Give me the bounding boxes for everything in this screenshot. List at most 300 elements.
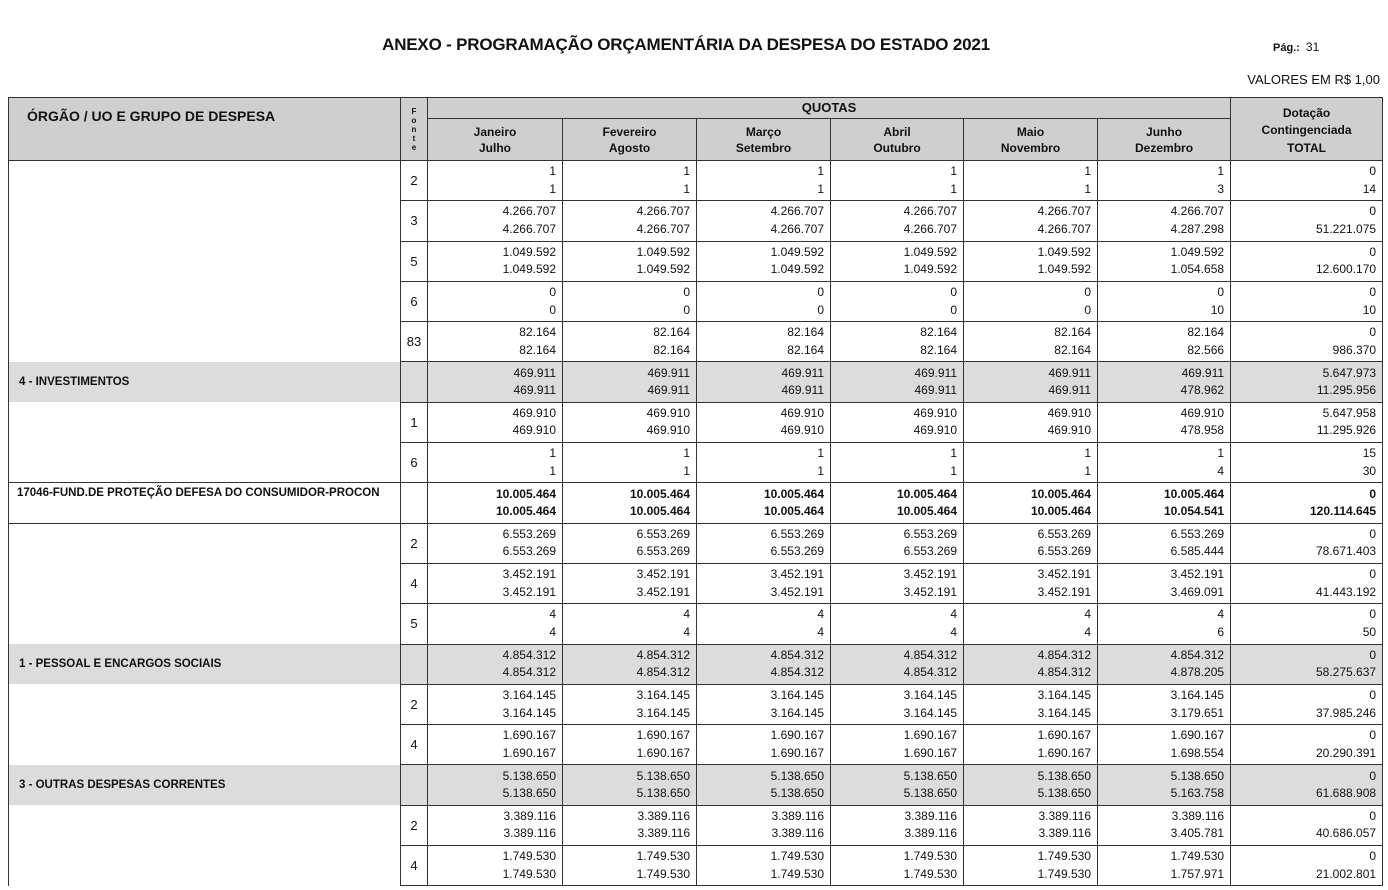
value-top: 469.911 [1181,365,1225,380]
value-top: 6.553.269 [502,526,556,541]
value-bottom: 3.405.781 [1170,826,1225,841]
value-bottom: 3.164.145 [1037,705,1091,720]
value-top: 1 [1084,164,1091,179]
value-bottom: 3.452.191 [636,584,690,599]
value-bottom: 4.854.312 [636,665,690,680]
quota-cell [428,846,563,886]
fonte-row [9,241,1383,281]
row-label [9,402,401,442]
quota-cell [697,241,831,281]
value-bottom: 6.553.269 [636,544,690,559]
column-header-quotas: QUOTAS [428,98,1231,119]
value-bottom: 4 [1084,624,1091,639]
value-top: 4 [683,607,690,622]
fonte-code: 1 [401,402,428,442]
fonte-code [401,483,428,523]
quota-cell [697,443,831,483]
value-top: 1 [1217,164,1225,179]
value-bottom: 0 [549,302,556,317]
value-bottom: 6.553.269 [502,544,556,559]
fonte-row [9,201,1383,241]
quota-cell [563,684,697,724]
document-title: ANEXO - PROGRAMAÇÃO ORÇAMENTÁRIA DA DESPESA DO ESTADO 2021 [382,35,990,54]
total-cell [1231,846,1383,886]
value-bottom: 0 [950,302,957,317]
value-bottom: 10.005.464 [1030,504,1091,519]
fonte-code: 5 [401,241,428,281]
quota-cell [563,604,697,644]
quota-cell [964,604,1098,644]
total-cell [1231,241,1383,281]
value-top: 0 [683,285,690,300]
quota-cell [697,725,831,765]
column-header-month [831,119,964,161]
quota-cell [1098,241,1231,281]
value-top: 0 [1369,768,1377,783]
value-bottom: 4.854.312 [903,665,957,680]
quota-cell [1098,644,1231,684]
quota-cell [697,604,831,644]
fonte-code: 6 [401,443,428,483]
value-bottom: 5.138.650 [502,786,556,801]
value-bottom: 0 [683,302,690,317]
row-label [9,846,401,886]
quota-cell [964,443,1098,483]
quota-cell [1098,362,1231,402]
value-bottom: 469.910 [512,423,556,438]
value-bottom: 5.163.758 [1170,786,1225,801]
value-top: 3.452.191 [1037,567,1091,582]
total-cell [1231,483,1383,523]
value-bottom: 0 [817,302,824,317]
row-label: 1 - PESSOAL E ENCARGOS SOCIAIS [9,644,401,684]
quota-cell [697,846,831,886]
total-cell [1231,765,1383,805]
value-top: 1 [549,164,556,179]
column-header-month [964,119,1098,161]
row-label [9,725,401,765]
quota-cell [428,281,563,321]
row-label: 4 - INVESTIMENTOS [9,362,401,402]
fonte-row [9,161,1383,201]
value-bottom: 469.911 [914,383,957,398]
value-top: 1.749.530 [636,849,690,864]
value-bottom: 82.164 [1054,342,1091,357]
quota-cell [563,805,697,845]
value-bottom: 469.911 [1048,383,1091,398]
value-top: 5.138.650 [636,768,690,783]
quota-cell [831,443,964,483]
value-bottom: 3.164.145 [636,705,690,720]
value-bottom: 82.566 [1187,342,1225,357]
value-bottom: 3.469.091 [1170,584,1225,599]
value-bottom: 1.749.530 [502,866,556,881]
value-top: 1.690.167 [1170,728,1225,743]
total-cell [1231,563,1383,603]
value-top: 3.452.191 [903,567,957,582]
quota-cell [697,201,831,241]
value-top: 3.389.116 [503,808,556,823]
quota-cell [697,402,831,442]
value-top: 1.049.592 [1170,244,1225,259]
quota-cell [563,725,697,765]
quota-cell [563,402,697,442]
row-label [9,604,401,644]
value-bottom: 6.585.444 [1170,544,1225,559]
fonte-row [9,322,1383,362]
value-bottom: 1 [549,463,556,478]
value-bottom: 469.910 [780,423,824,438]
quota-cell [563,765,697,805]
value-bottom: 6 [1217,624,1225,639]
value-bottom: 21.002.801 [1316,866,1377,881]
value-top: 1.749.530 [903,849,957,864]
value-bottom: 1.049.592 [770,262,824,277]
value-bottom: 20.290.391 [1316,745,1377,760]
value-top: 6.553.269 [1037,526,1091,541]
quota-cell [697,563,831,603]
value-top: 3.389.116 [1038,808,1091,823]
fonte-code [401,765,428,805]
value-bottom: 1 [817,463,824,478]
quota-cell [1098,322,1231,362]
value-bottom: 5.138.650 [1037,786,1091,801]
value-top: 5.138.650 [502,768,556,783]
value-bottom: 10.005.464 [763,504,824,519]
value-bottom: 3.389.116 [637,826,690,841]
column-header-orgao: ÓRGÃO / UO E GRUPO DE DESPESA [9,98,401,161]
quota-cell [831,523,964,563]
value-bottom: 986.370 [1332,342,1377,357]
total-cell [1231,443,1383,483]
value-top: 5.138.650 [1170,768,1225,783]
fonte-letter: F [411,106,417,116]
value-top: 4.854.312 [636,647,690,662]
value-bottom: 4.266.707 [636,221,690,236]
quota-cell [964,563,1098,603]
total-header-line: Dotação [1282,106,1331,120]
value-top: 4 [549,607,556,622]
row-label [9,241,401,281]
value-bottom: 0 [1084,302,1091,317]
value-bottom: 41.443.192 [1316,584,1377,599]
value-top: 4.854.312 [1037,647,1091,662]
quota-cell [428,443,563,483]
fonte-letter: n [411,124,417,134]
quota-cell [964,765,1098,805]
row-label [9,523,401,563]
value-bottom: 1 [683,463,690,478]
value-bottom: 11.295.926 [1316,423,1377,438]
value-top: 1.690.167 [1037,728,1091,743]
quota-cell [831,644,964,684]
value-top: 4.854.312 [502,647,556,662]
total-cell [1231,402,1383,442]
value-top: 3.452.191 [502,567,556,582]
column-header-month [1098,119,1231,161]
fonte-code: 6 [401,281,428,321]
value-top: 1 [683,446,690,461]
row-label [9,443,401,483]
value-top: 469.910 [646,405,690,420]
column-header-month [563,119,697,161]
quota-cell [428,523,563,563]
quota-cell [964,201,1098,241]
value-bottom: 3.452.191 [502,584,556,599]
quota-cell [1098,805,1231,845]
quota-cell [563,201,697,241]
quota-cell [428,362,563,402]
quota-cell [831,765,964,805]
quota-cell [563,241,697,281]
value-top: 0 [1369,164,1377,179]
value-top: 1.690.167 [502,728,556,743]
value-bottom: 50 [1362,624,1377,639]
quota-cell [831,402,964,442]
value-top: 469.911 [513,365,556,380]
value-bottom: 1 [950,463,957,478]
quota-cell [697,684,831,724]
organ-row [9,483,1383,523]
value-top: 4.266.707 [1170,204,1225,219]
value-top: 469.911 [647,365,690,380]
quota-cell [831,684,964,724]
value-top: 4.854.312 [903,647,957,662]
value-top: 1.690.167 [770,728,824,743]
row-label: 17046-FUND.DE PROTEÇÃO DEFESA DO CONSUMIDOR-PROCON [9,483,401,523]
value-top: 469.910 [1047,405,1091,420]
quota-cell [428,604,563,644]
value-top: 10.005.464 [896,486,957,501]
value-bottom: 12.600.170 [1316,262,1377,277]
fonte-code: 4 [401,846,428,886]
value-top: 5.138.650 [1037,768,1091,783]
budget-table [8,97,1383,886]
month-top: Fevereiro [602,124,657,139]
value-top: 5.138.650 [903,768,957,783]
quota-cell [831,604,964,644]
quota-cell [831,725,964,765]
fonte-code: 2 [401,161,428,201]
value-bottom: 1.749.530 [770,866,824,881]
value-bottom: 1.749.530 [636,866,690,881]
quota-cell [1098,483,1231,523]
value-top: 1.049.592 [636,244,690,259]
value-top: 469.911 [1048,365,1091,380]
quota-cell [563,322,697,362]
value-bottom: 5.138.650 [770,786,824,801]
value-top: 3.164.145 [1037,688,1091,702]
value-top: 0 [1369,486,1377,501]
value-top: 0 [1369,526,1377,541]
quota-cell [1098,604,1231,644]
value-bottom: 82.164 [787,342,824,357]
row-label [9,684,401,724]
value-bottom: 1 [950,181,957,196]
value-top: 4.266.707 [636,204,690,219]
value-bottom: 1.749.530 [1037,866,1091,881]
value-bottom: 6.553.269 [1037,544,1091,559]
value-bottom: 4.854.312 [1037,665,1091,680]
quota-cell [697,483,831,523]
quota-cell [831,281,964,321]
quota-cell [563,523,697,563]
expense-group-row [9,362,1383,402]
value-top: 82.164 [787,325,824,340]
page-label: Pág.: [1273,42,1300,54]
value-top: 1 [1217,446,1225,461]
quota-cell [964,483,1098,523]
quota-cell [964,846,1098,886]
value-top: 469.910 [913,405,957,420]
row-label: 3 - OUTRAS DESPESAS CORRENTES [9,765,401,805]
month-bottom: Dezembro [1135,140,1194,155]
value-bottom: 1 [683,181,690,196]
quota-cell [831,241,964,281]
value-top: 1 [950,164,957,179]
value-top: 1.049.592 [903,244,957,259]
page-number: 31 [1305,40,1320,54]
quota-cell [697,805,831,845]
value-top: 0 [1369,607,1377,622]
value-bottom: 10 [1210,302,1225,317]
total-cell [1231,201,1383,241]
fonte-code: 2 [401,684,428,724]
value-bottom: 1.049.592 [903,262,957,277]
quota-cell [697,322,831,362]
fonte-row [9,443,1383,483]
value-bottom: 3.164.145 [770,705,824,720]
value-bottom: 4.266.707 [502,221,556,236]
quota-cell [563,281,697,321]
quota-cell [831,563,964,603]
value-top: 4 [950,607,957,622]
value-bottom: 14 [1362,181,1377,196]
quota-cell [563,644,697,684]
quota-cell [428,805,563,845]
value-bottom: 1.749.530 [903,866,957,881]
page-indicator [1273,40,1319,54]
value-bottom: 4 [683,624,690,639]
value-top: 10.005.464 [1030,486,1091,501]
value-top: 469.911 [781,365,824,380]
quota-cell [964,725,1098,765]
value-top: 469.910 [780,405,824,420]
value-top: 0 [1369,688,1377,702]
quota-cell [563,483,697,523]
value-top: 469.910 [1180,405,1225,420]
value-bottom: 3.389.116 [771,826,824,841]
value-top: 0 [1369,647,1377,662]
month-bottom: Agosto [608,140,651,155]
value-top: 3.164.145 [903,688,957,702]
quota-cell [697,281,831,321]
fonte-letter: o [411,115,417,125]
value-top: 4.266.707 [1037,204,1091,219]
fonte-code [401,362,428,402]
value-top: 5.138.650 [770,768,824,783]
month-bottom: Novembro [1000,140,1061,155]
value-top: 0 [549,285,556,300]
fonte-letter: t [412,133,416,143]
value-top: 3.164.145 [502,688,556,702]
value-bottom: 5.138.650 [636,786,690,801]
value-top: 0 [1369,204,1377,219]
quota-cell [1098,765,1231,805]
fonte-code: 5 [401,604,428,644]
quota-cell [1098,684,1231,724]
value-top: 1.049.592 [770,244,824,259]
quota-cell [428,322,563,362]
value-top: 1.049.592 [1037,244,1091,259]
value-top: 6.553.269 [770,526,824,541]
value-top: 4.266.707 [903,204,957,219]
value-top: 3.452.191 [1170,567,1225,582]
value-bottom: 3.389.116 [1038,826,1091,841]
value-bottom: 469.911 [647,383,690,398]
month-bottom: Julho [479,140,511,155]
value-top: 0 [1369,808,1377,823]
quota-cell [428,201,563,241]
quota-cell [428,241,563,281]
total-cell [1231,725,1383,765]
quota-cell [697,644,831,684]
value-top: 6.553.269 [636,526,690,541]
quota-cell [563,846,697,886]
fonte-row [9,563,1383,603]
column-header-fonte [401,98,428,161]
value-top: 0 [1369,325,1377,340]
value-top: 3.452.191 [770,567,824,582]
quota-cell [964,281,1098,321]
quota-cell [697,523,831,563]
value-top: 5.647.973 [1322,365,1377,380]
quota-cell [428,563,563,603]
value-bottom: 1.690.167 [636,745,690,760]
total-header-line: Contingenciada [1261,123,1352,137]
quota-cell [1098,201,1231,241]
quota-cell [697,161,831,201]
quota-cell [428,684,563,724]
value-bottom: 4 [549,624,556,639]
value-top: 10.005.464 [495,486,556,501]
quota-cell [563,161,697,201]
quota-cell [964,644,1098,684]
value-top: 1.690.167 [636,728,690,743]
quota-cell [964,684,1098,724]
quota-cell [964,322,1098,362]
value-top: 3.389.116 [637,808,690,823]
value-top: 1 [549,446,556,461]
quota-cell [831,483,964,523]
quota-cell [1098,523,1231,563]
row-label [9,201,401,241]
month-top: Abril [883,124,911,139]
total-cell [1231,684,1383,724]
value-bottom: 4 [1217,463,1225,478]
quota-cell [428,402,563,442]
value-bottom: 1.698.554 [1170,745,1225,760]
value-top: 4.854.312 [1170,647,1225,662]
value-bottom: 3.164.145 [903,705,957,720]
value-bottom: 1.690.167 [1037,745,1091,760]
fonte-code: 2 [401,805,428,845]
quota-cell [1098,563,1231,603]
value-top: 1.749.530 [770,849,824,864]
value-bottom: 4.266.707 [903,221,957,236]
total-cell [1231,644,1383,684]
quota-cell [1098,443,1231,483]
